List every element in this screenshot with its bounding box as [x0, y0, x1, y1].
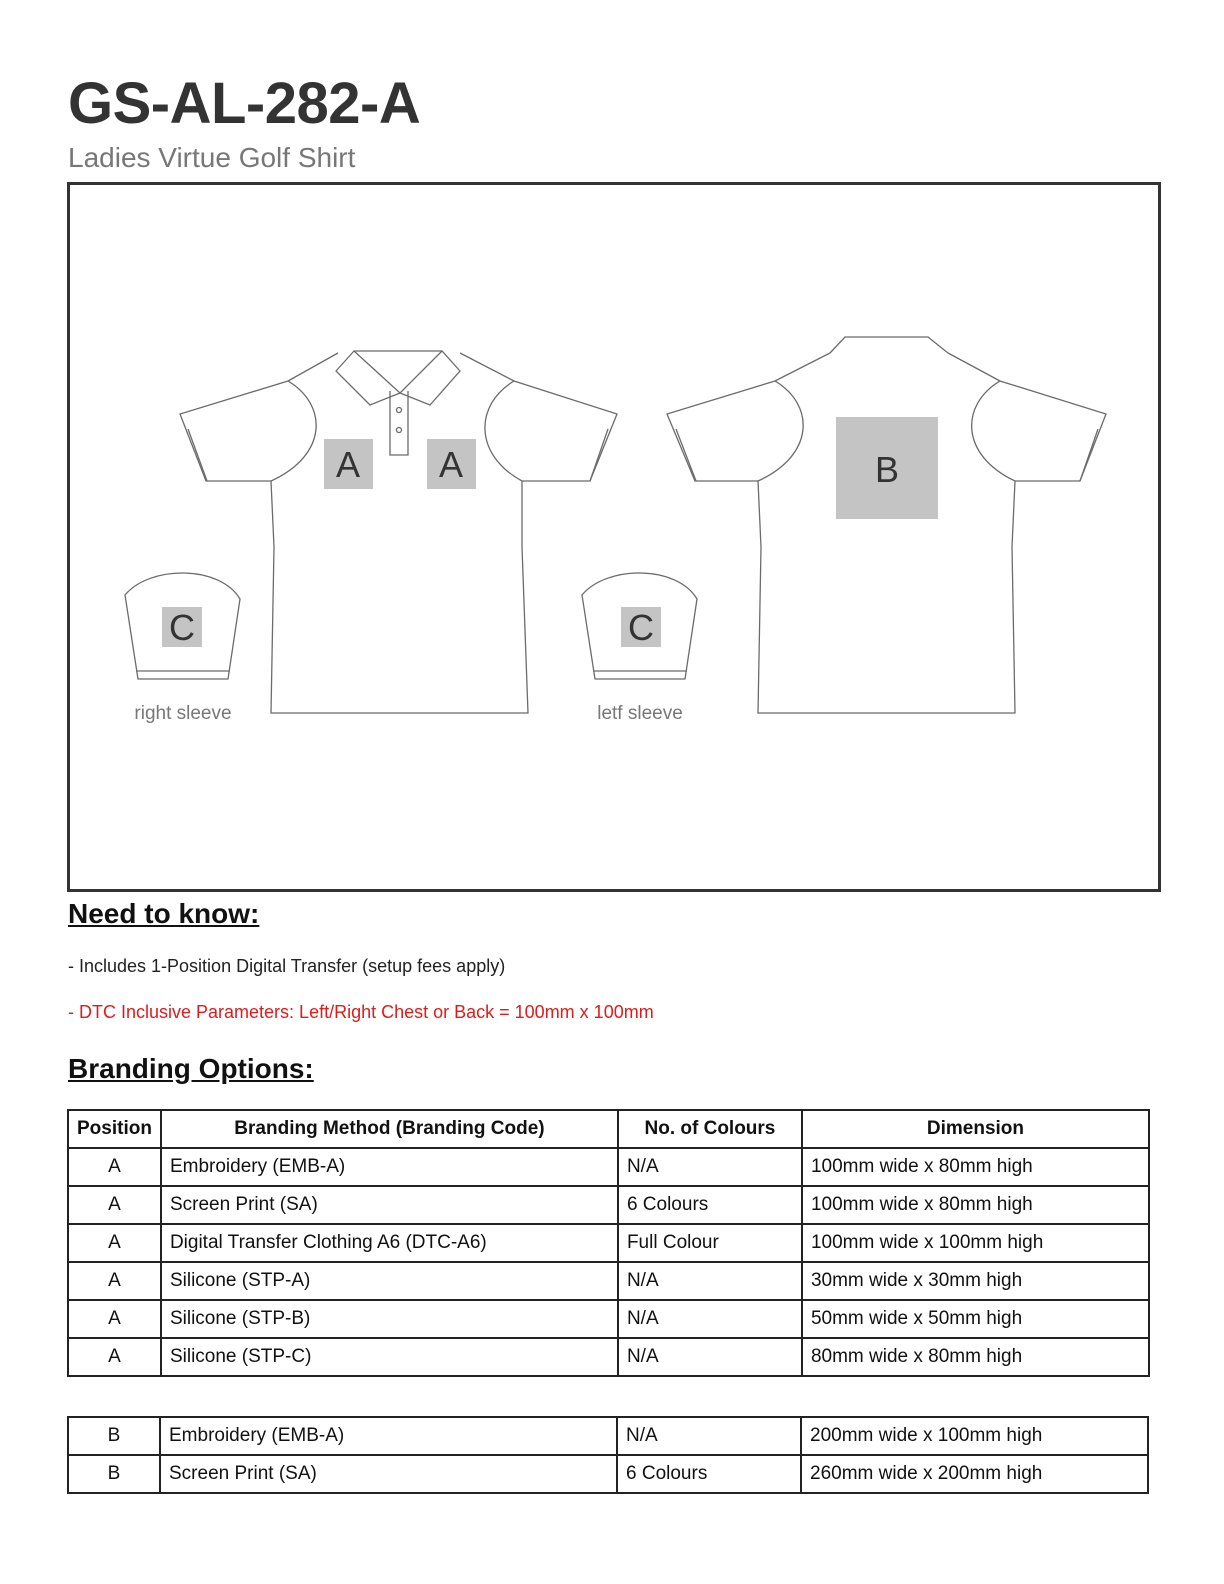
cell-position: B [68, 1417, 160, 1455]
table-row [68, 1417, 1148, 1455]
table-row [68, 1186, 1149, 1224]
cell-method: Screen Print (SA) [161, 1186, 618, 1224]
cell-colours: Full Colour [618, 1224, 802, 1262]
front-shirt-outline [180, 351, 617, 713]
column-header-method: Branding Method (Branding Code) [161, 1110, 618, 1148]
position-a-right-label: A [438, 444, 464, 485]
cell-position: A [68, 1338, 161, 1376]
cell-dimension: 200mm wide x 100mm high [801, 1417, 1148, 1455]
position-a-left-label: A [335, 444, 361, 485]
left-sleeve-caption: letf sleeve [597, 703, 683, 724]
cell-method: Silicone (STP-C) [161, 1338, 618, 1376]
column-header-dimension: Dimension [802, 1110, 1149, 1148]
cell-method: Digital Transfer Clothing A6 (DTC-A6) [161, 1224, 618, 1262]
cell-colours: N/A [617, 1417, 801, 1455]
column-header-position: Position [68, 1110, 161, 1148]
cell-colours: N/A [618, 1262, 802, 1300]
branding-table-position-b [67, 1416, 1149, 1494]
column-header-colours: No. of Colours [618, 1110, 802, 1148]
position-b-label: B [874, 449, 900, 490]
cell-colours: N/A [618, 1300, 802, 1338]
cell-position: A [68, 1186, 161, 1224]
cell-method: Embroidery (EMB-A) [161, 1148, 618, 1186]
cell-position: A [68, 1262, 161, 1300]
cell-dimension: 100mm wide x 80mm high [802, 1186, 1149, 1224]
table-row [68, 1300, 1149, 1338]
cell-method: Silicone (STP-B) [161, 1300, 618, 1338]
table-header-row [68, 1110, 1149, 1148]
cell-dimension: 260mm wide x 200mm high [801, 1455, 1148, 1493]
branding-options-heading: Branding Options: [68, 1053, 314, 1084]
table-row [68, 1455, 1148, 1493]
cell-position: B [68, 1455, 160, 1493]
table-row [68, 1262, 1149, 1300]
garment-diagram [70, 185, 1158, 889]
table-row [68, 1148, 1149, 1186]
cell-colours: N/A [618, 1338, 802, 1376]
right-sleeve-caption: right sleeve [134, 703, 232, 724]
cell-position: A [68, 1300, 161, 1338]
table-row [68, 1338, 1149, 1376]
product-code: GS-AL-282-A [68, 71, 421, 136]
cell-dimension: 30mm wide x 30mm high [802, 1262, 1149, 1300]
note-digital-transfer: - Includes 1-Position Digital Transfer (setup fees apply) [68, 956, 506, 976]
cell-dimension: 50mm wide x 50mm high [802, 1300, 1149, 1338]
cell-method: Embroidery (EMB-A) [160, 1417, 617, 1455]
table-row [68, 1224, 1149, 1262]
garment-diagram-frame [67, 182, 1161, 892]
cell-method: Screen Print (SA) [160, 1455, 617, 1493]
position-c-left-sleeve-label: C [628, 607, 654, 648]
cell-dimension: 100mm wide x 80mm high [802, 1148, 1149, 1186]
cell-position: A [68, 1224, 161, 1262]
back-shirt-outline [667, 337, 1106, 713]
need-to-know-heading: Need to know: [68, 898, 260, 929]
cell-colours: N/A [618, 1148, 802, 1186]
cell-method: Silicone (STP-A) [161, 1262, 618, 1300]
position-c-right-sleeve-label: C [169, 607, 195, 648]
cell-dimension: 80mm wide x 80mm high [802, 1338, 1149, 1376]
branding-table-position-a [67, 1109, 1150, 1377]
cell-colours: 6 Colours [617, 1455, 801, 1493]
cell-colours: 6 Colours [618, 1186, 802, 1224]
cell-dimension: 100mm wide x 100mm high [802, 1224, 1149, 1262]
cell-position: A [68, 1148, 161, 1186]
product-name: Ladies Virtue Golf Shirt [68, 142, 356, 173]
note-dtc-parameters: - DTC Inclusive Parameters: Left/Right Chest or Back = 100mm x 100mm [68, 1002, 654, 1022]
